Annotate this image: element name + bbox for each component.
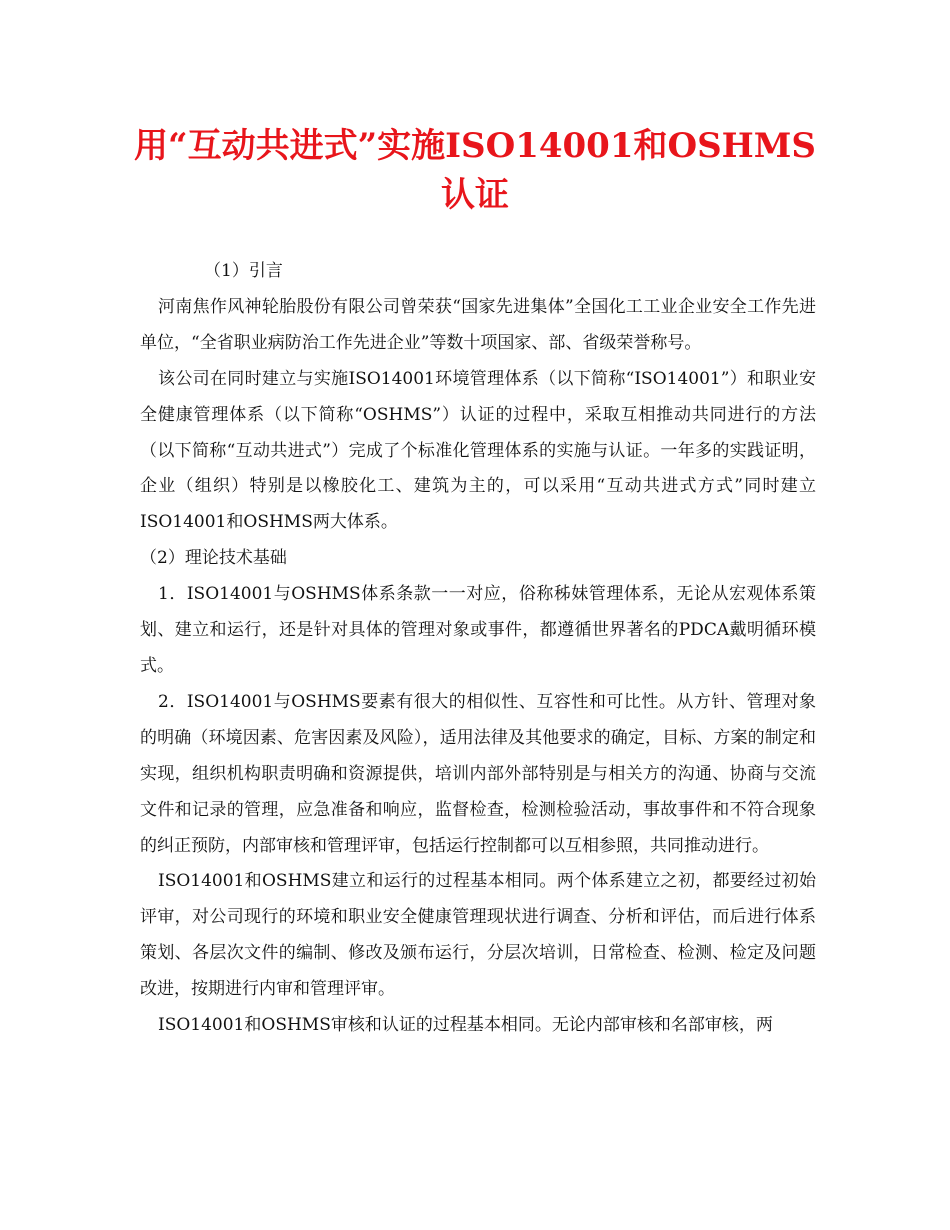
paragraph-audit-process: ISO14001和OSHMS审核和认证的过程基本相同。无论内部审核和名部审核，两: [158, 1015, 773, 1036]
paragraph-point-1: 1．ISO14001与OSHMS体系条款一一对应，俗称秭妹管理体系，无论从宏观体系策划、建立和运行，还是针对具体的管理对象或事件，都遵循世界著名的PDCA戴明循环模式。: [140, 584, 816, 676]
paragraph-interactive-method: 该公司在同时建立与实施ISO14001环境管理体系（以下简称“ISO14001”）和职业安全健康管理体系（以下简称“OSHMS”）认证的过程中，采取互相推动共同进行的方法（以下简称“互动共进式”）完成了个标准化管理体系的实施与认证。一年多的实践证明，企业（组织）特别是以橡胶化工、建筑为主的，可以采用“互动共进式方式”同时建立ISO14001和OSHMS两大体系。: [140, 368, 816, 533]
document-body: [140, 254, 816, 1044]
paragraph-establishment-process: ISO14001和OSHMS建立和运行的过程基本相同。两个体系建立之初，都要经过初始评审，对公司现行的环境和职业安全健康管理现状进行调查、分析和评估，而后进行体系策划、各层次文件的编制、修改及颁布运行，分层次培训，日常检查、检测、检定及问题改进，按期进行内审和管理评审。: [140, 871, 816, 1000]
paragraph-company-honors: 河南焦作风神轮胎股份有限公司曾荣获“国家先进集体”全国化工工业企业安全工作先进单位，“全省职业病防治工作先进企业”等数十项国家、部、省级荣誉称号。: [140, 296, 816, 353]
section-heading-theory: （2）理论技术基础: [140, 548, 287, 569]
paragraph-point-2: 2．ISO14001与OSHMS要素有很大的相似性、互容性和可比性。从方针、管理对象的明确（环境因素、危害因素及风险），适用法律及其他要求的确定，目标、方案的制定和实现，组织机构职责明确和资源提供，培训内部外部特别是与相关方的沟通、协商与交流文件和记录的管理，应急准备和响应，监督检查，检测检验活动，事故事件和不符合现象的纠正预防，内部审核和管理评审，包括运行控制都可以互相参照，共同推动进行。: [140, 691, 816, 856]
document-title: 用“互动共进式”实施ISO14001和OSHMS认证: [134, 126, 816, 215]
section-heading-introduction: （1）引言: [204, 261, 283, 281]
